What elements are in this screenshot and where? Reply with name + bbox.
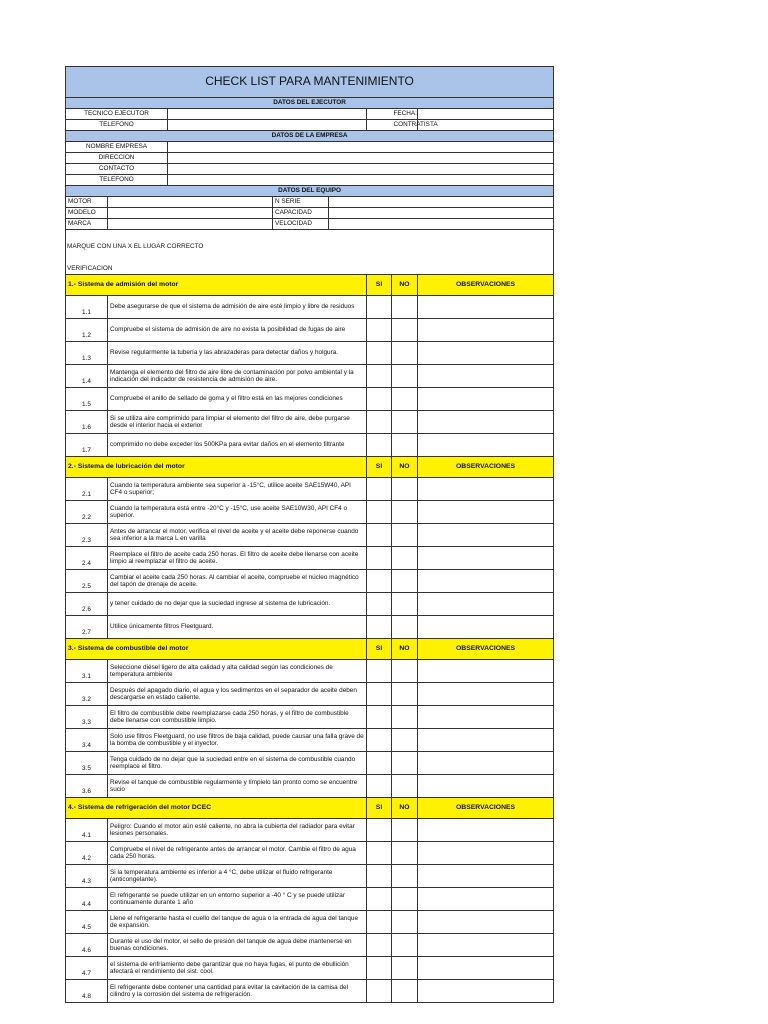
item-number: 4.6	[66, 934, 108, 957]
observaciones-cell[interactable]	[418, 775, 554, 798]
si-checkbox-cell[interactable]	[367, 547, 392, 570]
serie-field[interactable]	[329, 197, 554, 208]
observaciones-cell[interactable]	[418, 980, 554, 1003]
no-checkbox-cell[interactable]	[392, 434, 418, 457]
item-number: 1.3	[66, 342, 108, 365]
item-number: 1.4	[66, 365, 108, 388]
observaciones-cell[interactable]	[418, 729, 554, 752]
no-checkbox-cell[interactable]	[392, 706, 418, 729]
checklist-row	[66, 888, 554, 911]
si-checkbox-cell[interactable]	[367, 616, 392, 639]
verification-label: VERIFICACION	[66, 263, 554, 275]
motor-label: MOTOR	[66, 197, 108, 208]
si-checkbox-cell[interactable]	[367, 683, 392, 706]
item-text: Si la temperatura ambiente es inferior a 4 °C, debe utilizar el fluido refrigerante (anticongelante).	[108, 865, 367, 888]
item-text: Revise regularmente la tubería y las abrazaderas para detectar daños y holgura.	[108, 342, 367, 365]
no-checkbox-cell[interactable]	[392, 980, 418, 1003]
item-text: Tenga cuidado de no dejar que la suciedad entre en el sistema de combustible cuando reemplace el filtro.	[108, 752, 367, 775]
si-checkbox-cell[interactable]	[367, 957, 392, 980]
no-checkbox-cell[interactable]	[392, 842, 418, 865]
observaciones-cell[interactable]	[418, 342, 554, 365]
no-checkbox-cell[interactable]	[392, 775, 418, 798]
no-checkbox-cell[interactable]	[392, 365, 418, 388]
checklist-row	[66, 434, 554, 457]
si-checkbox-cell[interactable]	[367, 819, 392, 842]
col-si-header: SI	[367, 639, 392, 660]
item-text: Debe asegurarse de que el sistema de admisión de aire esté limpio y libre de residuos	[108, 296, 367, 319]
no-checkbox-cell[interactable]	[392, 957, 418, 980]
col-no-header: NO	[392, 798, 418, 819]
tecnico-label: TECNICO EJECUTOR	[66, 109, 168, 120]
observaciones-cell[interactable]	[418, 365, 554, 388]
no-checkbox-cell[interactable]	[392, 616, 418, 639]
marca-field[interactable]	[108, 219, 273, 230]
item-number: 4.1	[66, 819, 108, 842]
checklist-row	[66, 775, 554, 798]
col-observaciones-header: OBSERVACIONES	[418, 457, 554, 478]
item-text: Durante el uso del motor, el sello de presión del tanque de agua debe mantenerse en buenas condiciones.	[108, 934, 367, 957]
si-checkbox-cell[interactable]	[367, 524, 392, 547]
checklist-row	[66, 865, 554, 888]
item-number: 2.1	[66, 478, 108, 501]
checklist-row	[66, 980, 554, 1003]
checklist-row	[66, 957, 554, 980]
item-text: Compruebe el anillo de sellado de goma y el filtro está en las mejores condiciones	[108, 388, 367, 411]
item-text: el sistema de enfriamiento debe garantizar que no haya fugas, el punto de ebullición afectará el rendimiento del sist. cool.	[108, 957, 367, 980]
section-title: 4.- Sistema de refrigeración del motor DCEC	[66, 798, 367, 819]
col-observaciones-header: OBSERVACIONES	[418, 639, 554, 660]
checklist-row	[66, 501, 554, 524]
item-text: Revise el tanque de combustible regularmente y límpielo tan pronto como se encuentre sucio	[108, 775, 367, 798]
si-checkbox-cell[interactable]	[367, 911, 392, 934]
item-number: 4.4	[66, 888, 108, 911]
no-checkbox-cell[interactable]	[392, 729, 418, 752]
checklist-row	[66, 752, 554, 775]
checklist-row	[66, 296, 554, 319]
si-checkbox-cell[interactable]	[367, 980, 392, 1003]
item-text: Cuando la temperatura está entre -20°C y -15°C, use aceite SAE10W30, API CF4 o superior.	[108, 501, 367, 524]
si-checkbox-cell[interactable]	[367, 388, 392, 411]
observaciones-cell[interactable]	[418, 547, 554, 570]
item-number: 3.4	[66, 729, 108, 752]
no-checkbox-cell[interactable]	[392, 911, 418, 934]
observaciones-cell[interactable]	[418, 819, 554, 842]
item-number: 2.2	[66, 501, 108, 524]
checklist-row	[66, 616, 554, 639]
si-checkbox-cell[interactable]	[367, 319, 392, 342]
item-text: Si se utiliza aire comprimido para limpiar el elemento del filtro de aire, debe purgarse desde el interior hacia el exterior	[108, 411, 367, 434]
no-checkbox-cell[interactable]	[392, 411, 418, 434]
item-text: Mantenga el elemento del filtro de aire libre de contaminación por polvo ambiental y la indicación del indicador de resistencia de admisión de aire.	[108, 365, 367, 388]
contacto-label: CONTACTO	[66, 164, 168, 175]
item-text: El filtro de combustible debe reemplazarse cada 250 horas, y el filtro de combustible debe llenarse con combustible limpio.	[108, 706, 367, 729]
checklist-row	[66, 683, 554, 706]
observaciones-cell[interactable]	[418, 524, 554, 547]
nombre-empresa-label: NOMBRE EMPRESA	[66, 142, 168, 153]
no-checkbox-cell[interactable]	[392, 501, 418, 524]
telefono-empresa-field[interactable]	[168, 175, 554, 186]
observaciones-cell[interactable]	[418, 865, 554, 888]
si-checkbox-cell[interactable]	[367, 296, 392, 319]
item-number: 3.3	[66, 706, 108, 729]
item-number: 1.7	[66, 434, 108, 457]
section-header	[66, 457, 554, 478]
fecha-field[interactable]	[418, 109, 554, 120]
item-text: Antes de arrancar el motor, verifica el nivel de aceite y el aceite debe reponerse cuando sea inferior a la marca L en varilla	[108, 524, 367, 547]
si-checkbox-cell[interactable]	[367, 934, 392, 957]
observaciones-cell[interactable]	[418, 842, 554, 865]
observaciones-cell[interactable]	[418, 957, 554, 980]
item-number: 1.5	[66, 388, 108, 411]
instruction-text: MARQUE CON UNA X EL LUGAR CORRECTO	[66, 241, 554, 252]
telefono-empresa-label: TELEFONO	[66, 175, 168, 186]
no-checkbox-cell[interactable]	[392, 819, 418, 842]
checklist-row	[66, 319, 554, 342]
item-text: Después del apagado diario, el agua y los sedimentos en el separador de aceite deben descargarse en estado caliente.	[108, 683, 367, 706]
checklist-row	[66, 819, 554, 842]
item-text: comprimido no debe exceder los 500KPa para evitar daños en el elemento filtrante	[108, 434, 367, 457]
si-checkbox-cell[interactable]	[367, 411, 392, 434]
direccion-label: DIRECCION	[66, 153, 168, 164]
col-si-header: SI	[367, 275, 392, 296]
checklist-row	[66, 365, 554, 388]
item-text: El refrigerante se puede utilizar en un entorno superior a -40 ° C y se puede utilizar continuamente durante 1 año	[108, 888, 367, 911]
section-header	[66, 798, 554, 819]
empresa-header: DATOS DE LA EMPRESA	[66, 131, 554, 142]
checklist-row	[66, 593, 554, 616]
item-text: Utilice únicamente filtros Fleetguard.	[108, 616, 367, 639]
item-number: 1.1	[66, 296, 108, 319]
item-text: Cambiar el aceite cada 250 horas. Al cambiar el aceite, compruebe el núcleo magnético del tapón de drenaje de aceite.	[108, 570, 367, 593]
si-checkbox-cell[interactable]	[367, 888, 392, 911]
nombre-empresa-field[interactable]	[168, 142, 554, 153]
observaciones-cell[interactable]	[418, 501, 554, 524]
checklist-table	[65, 66, 554, 1003]
checklist-row	[66, 342, 554, 365]
no-checkbox-cell[interactable]	[392, 570, 418, 593]
observaciones-cell[interactable]	[418, 296, 554, 319]
checklist-row	[66, 547, 554, 570]
col-no-header: NO	[392, 457, 418, 478]
item-number: 3.2	[66, 683, 108, 706]
checklist-row	[66, 570, 554, 593]
page-title: CHECK LIST PARA MANTENIMIENTO	[66, 67, 554, 98]
modelo-field[interactable]	[108, 208, 273, 219]
observaciones-cell[interactable]	[418, 388, 554, 411]
item-number: 2.6	[66, 593, 108, 616]
observaciones-cell[interactable]	[418, 434, 554, 457]
item-number: 2.5	[66, 570, 108, 593]
si-checkbox-cell[interactable]	[367, 865, 392, 888]
capacidad-field[interactable]	[329, 208, 554, 219]
si-checkbox-cell[interactable]	[367, 752, 392, 775]
item-text: Compruebe el nivel de refrigerante antes de arrancar el motor. Cambie el filtro de agua cada 250 horas.	[108, 842, 367, 865]
no-checkbox-cell[interactable]	[392, 660, 418, 683]
modelo-label: MODELO	[66, 208, 108, 219]
checklist-row	[66, 660, 554, 683]
si-checkbox-cell[interactable]	[367, 342, 392, 365]
item-text: Solo use filtros Fleetguard, no use filtros de baja calidad, puede causar una falla grave de la bomba de combustible y el inyector.	[108, 729, 367, 752]
ejecutor-header: DATOS DEL EJECUTOR	[66, 98, 554, 109]
observaciones-cell[interactable]	[418, 660, 554, 683]
marca-label: MARCA	[66, 219, 108, 230]
item-text: Peligro: Cuando el motor aún esté caliente, no abra la cubierta del radiador para evitar lesiones personales.	[108, 819, 367, 842]
section-title: 3.- Sistema de combustible del motor	[66, 639, 367, 660]
fecha-label: FECHA:	[392, 109, 418, 120]
item-number: 4.8	[66, 980, 108, 1003]
col-si-header: SI	[367, 798, 392, 819]
col-observaciones-header: OBSERVACIONES	[418, 798, 554, 819]
observaciones-cell[interactable]	[418, 616, 554, 639]
no-checkbox-cell[interactable]	[392, 524, 418, 547]
velocidad-label: VELOCIDAD	[273, 219, 329, 230]
checklist-row	[66, 842, 554, 865]
no-checkbox-cell[interactable]	[392, 547, 418, 570]
si-checkbox-cell[interactable]	[367, 729, 392, 752]
observaciones-cell[interactable]	[418, 570, 554, 593]
observaciones-cell[interactable]	[418, 478, 554, 501]
no-checkbox-cell[interactable]	[392, 865, 418, 888]
col-no-header: NO	[392, 275, 418, 296]
item-number: 2.4	[66, 547, 108, 570]
col-si-header: SI	[367, 457, 392, 478]
observaciones-cell[interactable]	[418, 319, 554, 342]
item-number: 1.2	[66, 319, 108, 342]
si-checkbox-cell[interactable]	[367, 365, 392, 388]
si-checkbox-cell[interactable]	[367, 775, 392, 798]
no-checkbox-cell[interactable]	[392, 934, 418, 957]
no-checkbox-cell[interactable]	[392, 683, 418, 706]
direccion-field[interactable]	[168, 153, 554, 164]
capacidad-label: CAPACIDAD	[273, 208, 329, 219]
item-number: 4.2	[66, 842, 108, 865]
item-text: El refrigerante debe contener una cantidad para evitar la cavitación de la camisa del cilindro y la corrosión del sistema de refrigeración.	[108, 980, 367, 1003]
observaciones-cell[interactable]	[418, 593, 554, 616]
velocidad-field[interactable]	[329, 219, 554, 230]
col-observaciones-header: OBSERVACIONES	[418, 275, 554, 296]
item-number: 3.1	[66, 660, 108, 683]
observaciones-cell[interactable]	[418, 911, 554, 934]
section-header	[66, 275, 554, 296]
section-header	[66, 639, 554, 660]
no-checkbox-cell[interactable]	[392, 296, 418, 319]
item-text: Cuando la temperatura ambiente sea superior a -15°C, utilice aceite SAE15W40, API CF4 o superior;	[108, 478, 367, 501]
item-number: 4.3	[66, 865, 108, 888]
tecnico-field[interactable]	[168, 109, 367, 120]
si-checkbox-cell[interactable]	[367, 660, 392, 683]
si-checkbox-cell[interactable]	[367, 706, 392, 729]
si-checkbox-cell[interactable]	[367, 593, 392, 616]
no-checkbox-cell[interactable]	[392, 388, 418, 411]
checklist-row	[66, 478, 554, 501]
item-number: 1.6	[66, 411, 108, 434]
section-title: 1.- Sistema de admisión del motor	[66, 275, 367, 296]
si-checkbox-cell[interactable]	[367, 842, 392, 865]
item-number: 2.3	[66, 524, 108, 547]
contacto-field[interactable]	[168, 164, 554, 175]
observaciones-cell[interactable]	[418, 683, 554, 706]
no-checkbox-cell[interactable]	[392, 342, 418, 365]
no-checkbox-cell[interactable]	[392, 593, 418, 616]
observaciones-cell[interactable]	[418, 934, 554, 957]
observaciones-cell[interactable]	[418, 706, 554, 729]
si-checkbox-cell[interactable]	[367, 478, 392, 501]
observaciones-cell[interactable]	[418, 888, 554, 911]
item-number: 4.5	[66, 911, 108, 934]
observaciones-cell[interactable]	[418, 752, 554, 775]
telefono-ejecutor-label: TELEFONO	[66, 120, 168, 131]
item-text: Reemplace el filtro de aceite cada 250 horas. El filtro de aceite debe llenarse con aceite limpio al reemplazar el filtro de aceite.	[108, 547, 367, 570]
checklist-sheet	[65, 66, 553, 1003]
item-number: 3.6	[66, 775, 108, 798]
checklist-row	[66, 934, 554, 957]
item-text: y tener cuidado de no dejar que la suciedad ingrese al sistema de lubricación.	[108, 593, 367, 616]
item-number: 3.5	[66, 752, 108, 775]
checklist-row	[66, 524, 554, 547]
observaciones-cell[interactable]	[418, 411, 554, 434]
checklist-row	[66, 729, 554, 752]
checklist-row	[66, 411, 554, 434]
si-checkbox-cell[interactable]	[367, 501, 392, 524]
item-number: 4.7	[66, 957, 108, 980]
item-text: Compruebe el sistema de admisión de aire no exista la posibilidad de fugas de aire	[108, 319, 367, 342]
si-checkbox-cell[interactable]	[367, 434, 392, 457]
no-checkbox-cell[interactable]	[392, 888, 418, 911]
serie-label: N SERIE	[273, 197, 329, 208]
item-text: Llene el refrigerante hasta el cuello del tanque de agua o la entrada de agua del tanque de expansión.	[108, 911, 367, 934]
section-title: 2.- Sistema de lubricación del motor	[66, 457, 367, 478]
telefono-ejecutor-field[interactable]	[168, 120, 367, 131]
checklist-row	[66, 706, 554, 729]
si-checkbox-cell[interactable]	[367, 570, 392, 593]
item-number: 2.7	[66, 616, 108, 639]
checklist-row	[66, 388, 554, 411]
no-checkbox-cell[interactable]	[392, 478, 418, 501]
col-no-header: NO	[392, 639, 418, 660]
no-checkbox-cell[interactable]	[392, 319, 418, 342]
no-checkbox-cell[interactable]	[392, 752, 418, 775]
contratista-label: CONTRATISTA	[392, 120, 418, 131]
equipo-header: DATOS DEL EQUIPO	[66, 186, 554, 197]
checklist-row	[66, 911, 554, 934]
item-text: Seleccione diésel ligero de alta calidad y alta calidad según las condiciones de temperatura ambiente	[108, 660, 367, 683]
motor-field[interactable]	[108, 197, 273, 208]
